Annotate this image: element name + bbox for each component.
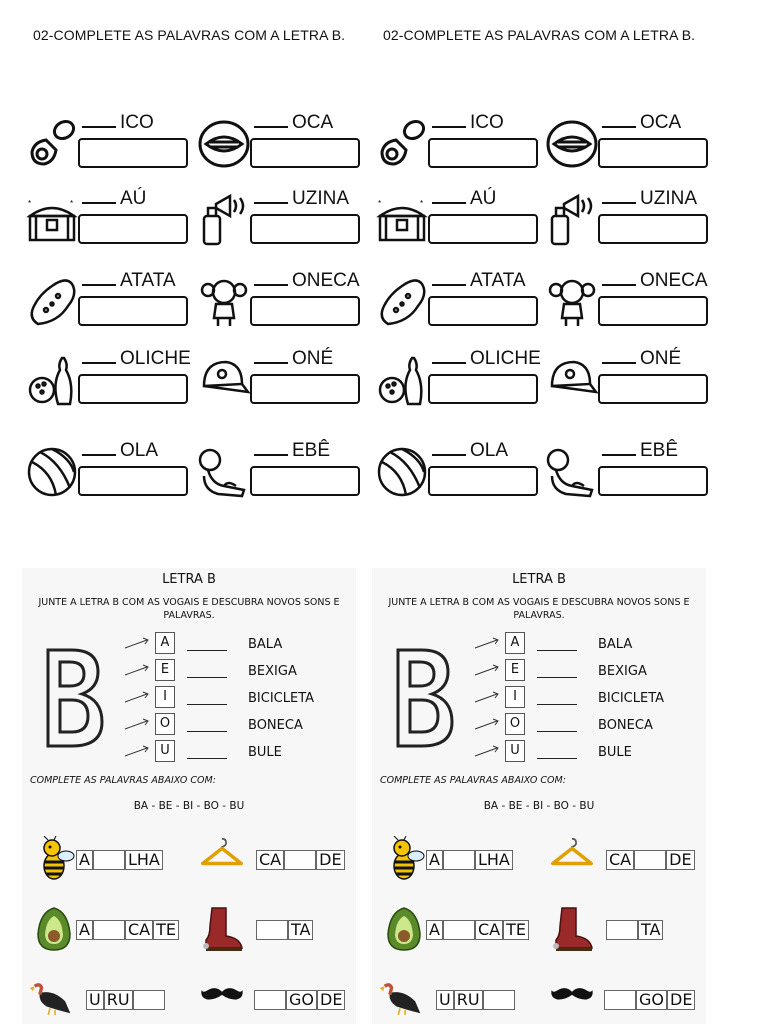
letter-blank [254,362,288,364]
mouth-icon [546,118,598,170]
answer-box[interactable] [78,214,188,244]
vowel-box: O [505,713,525,735]
word-exercise [376,348,551,408]
word-text: ICO [470,112,504,133]
baby-icon [198,446,250,498]
syllable-blank[interactable] [284,850,316,870]
syllable-tile: DE [667,990,695,1010]
word-puzzle [28,976,188,1022]
syllable-line[interactable] [187,677,227,678]
spray-horn-icon [198,194,250,246]
syllable-tile: RU [454,990,483,1010]
word-text: EBÊ [640,440,679,461]
word-text: UZINA [640,188,697,209]
hanger-icon [200,836,244,882]
arrow-icon [473,744,501,758]
example-word: BONECA [598,718,653,733]
syllable-blank[interactable] [256,920,288,940]
word-exercise [198,188,373,248]
answer-box[interactable] [598,214,708,244]
letter-b-outline-icon [392,644,454,752]
syllable-tile: A [426,850,443,870]
answer-box[interactable] [598,138,708,168]
word-text: OLICHE [470,348,541,369]
letter-blank [432,362,466,364]
doll-icon [546,276,598,328]
word-exercise [26,440,201,500]
answer-box[interactable] [428,214,538,244]
letter-blank [432,284,466,286]
panel-instruction: JUNTE A LETRA B COM AS VOGAIS E DESCUBRA NOVOS SONS E PALAVRAS. [388,597,690,621]
example-word: BEXIGA [248,664,297,679]
vowel-box: E [155,659,175,681]
arrow-icon [473,690,501,704]
arrow-icon [123,636,151,650]
cap-icon [546,354,598,406]
syllable-blank[interactable] [483,990,515,1010]
answer-box[interactable] [598,466,708,496]
word-stem [254,348,333,370]
panel-title: LETRA B [162,572,216,587]
letter-blank [254,284,288,286]
word-stem [602,348,681,370]
word-exercise [198,348,373,408]
syllable-tile: A [76,920,93,940]
word-text: OCA [640,112,682,133]
baby-icon [546,446,598,498]
syllable-tile: DE [666,850,694,870]
example-word: BICICLETA [598,691,665,706]
syllable-tile: CA [256,850,284,870]
letter-blank [602,126,636,128]
example-word: BALA [248,637,283,652]
letter-blank [254,126,288,128]
vulture-icon [378,976,422,1022]
example-word: BULE [598,745,632,760]
word-puzzle [550,976,710,1022]
answer-box[interactable] [250,214,360,244]
answer-box[interactable] [428,466,538,496]
syllable-tile: GO [636,990,667,1010]
syllable-line[interactable] [537,704,577,705]
panel-subtitle: COMPLETE AS PALAVRAS ABAIXO COM: [30,775,216,786]
answer-box[interactable] [428,138,538,168]
arrow-icon [123,717,151,731]
word-text: OLA [120,440,159,461]
potato-icon [26,276,78,328]
avocado-icon [382,906,426,952]
arrow-icon [473,663,501,677]
answer-box[interactable] [250,466,360,496]
answer-box[interactable] [598,374,708,404]
word-stem [82,270,176,292]
word-stem [254,270,360,292]
answer-box[interactable] [78,138,188,168]
mustache-icon [550,976,594,1022]
mouth-icon [198,118,250,170]
example-word: BULE [248,745,282,760]
mustache-icon [200,976,244,1022]
word-puzzle [32,836,192,882]
beach-ball-icon [26,446,78,498]
word-puzzle [550,906,710,952]
word-stem [602,112,681,134]
word-stem [432,112,504,134]
word-exercise [198,112,373,172]
syllable-tile: U [86,990,104,1010]
letter-blank [82,362,116,364]
word-stem [82,188,146,210]
vowel-box: I [505,686,525,708]
syllable-tile: RU [104,990,133,1010]
syllable-line[interactable] [537,731,577,732]
word-stem [432,348,541,370]
vulture-icon [28,976,72,1022]
pacifier-icon [26,118,78,170]
word-puzzle [382,906,542,952]
bowling-icon [376,354,428,406]
letter-blank [254,202,288,204]
letter-blank [82,202,116,204]
syllable-tile: GO [286,990,317,1010]
example-word: BONECA [248,718,303,733]
panel-instruction: JUNTE A LETRA B COM AS VOGAIS E DESCUBRA NOVOS SONS E PALAVRAS. [38,597,340,621]
word-stem [602,270,708,292]
syllable-tile: CA [475,920,503,940]
bee-icon [32,836,76,882]
letter-blank [432,454,466,456]
word-stem [254,188,349,210]
word-text: OCA [292,112,334,133]
syllable-line[interactable] [537,650,577,651]
syllable-blank[interactable] [634,850,666,870]
word-stem [602,188,697,210]
word-text: ONECA [640,270,708,291]
svg-text:*: * [378,199,382,208]
bee-icon [382,836,426,882]
example-word: BEXIGA [598,664,647,679]
word-exercise [546,188,721,248]
word-text: UZINA [292,188,349,209]
bowling-icon [26,354,78,406]
syllable-tile: LHA [475,850,513,870]
word-text: AÚ [470,188,497,209]
word-stem [82,440,158,462]
word-puzzle [200,836,360,882]
answer-box[interactable] [428,296,538,326]
example-word: BICICLETA [248,691,315,706]
syllable-blank[interactable] [254,990,286,1010]
vowel-box: E [505,659,525,681]
answer-box[interactable] [598,296,708,326]
word-exercise [546,112,721,172]
sheet-title-left: 02-COMPLETE AS PALAVRAS COM A LETRA B. [33,27,346,43]
panel-title: LETRA B [512,572,566,587]
svg-text:*: * [70,199,74,208]
svg-text:*: * [420,199,424,208]
word-exercise [198,440,373,500]
word-exercise [376,112,551,172]
word-text: EBÊ [292,440,331,461]
word-puzzle [32,906,192,952]
syllable-list: BA - BE - BI - BO - BU [133,800,245,812]
word-exercise [546,270,721,330]
vowel-box: U [505,740,525,762]
word-puzzle [200,976,360,1022]
arrow-icon [123,663,151,677]
vowel-box: O [155,713,175,735]
letter-blank [82,284,116,286]
letter-blank [602,284,636,286]
letter-blank [432,202,466,204]
syllable-line[interactable] [187,731,227,732]
svg-text:*: * [28,199,32,208]
treasure-chest-icon [376,194,428,246]
syllable-tile: TA [288,920,313,940]
word-text: ONECA [292,270,360,291]
letter-blank [82,454,116,456]
letter-b-outline-icon [42,644,104,752]
syllable-tile: CA [606,850,634,870]
word-exercise [546,348,721,408]
sheet-title-right: 02-COMPLETE AS PALAVRAS COM A LETRA B. [383,27,696,43]
answer-box[interactable] [250,296,360,326]
syllable-line[interactable] [187,704,227,705]
worksheet-panel [372,568,706,1024]
word-exercise [546,440,721,500]
word-exercise [26,112,201,172]
syllable-tile: TE [503,920,529,940]
syllable-blank[interactable] [604,990,636,1010]
word-stem [602,440,678,462]
avocado-icon [32,906,76,952]
syllable-tile: A [426,920,443,940]
word-stem [254,440,330,462]
word-text: ONÉ [640,348,682,369]
syllable-list: BA - BE - BI - BO - BU [483,800,595,812]
answer-box[interactable] [428,374,538,404]
word-stem [254,112,333,134]
word-exercise [376,270,551,330]
syllable-line[interactable] [187,650,227,651]
letter-blank [432,126,466,128]
letter-blank [82,126,116,128]
word-text: ATATA [120,270,176,291]
syllable-tile: LHA [125,850,163,870]
syllable-blank[interactable] [443,920,475,940]
syllable-line[interactable] [187,758,227,759]
syllable-line[interactable] [537,758,577,759]
answer-box[interactable] [250,374,360,404]
word-exercise [26,188,201,248]
syllable-tile: A [76,850,93,870]
word-stem [82,348,191,370]
arrow-icon [123,690,151,704]
syllable-blank[interactable] [93,850,125,870]
pacifier-icon [376,118,428,170]
word-exercise [26,348,201,408]
word-exercise [198,270,373,330]
syllable-tile: TA [638,920,663,940]
example-word: BALA [598,637,633,652]
word-text: AÚ [120,188,147,209]
syllable-tile: DE [316,850,344,870]
syllable-tile: DE [317,990,345,1010]
hanger-icon [550,836,594,882]
vowel-box: A [155,632,175,654]
answer-box[interactable] [78,296,188,326]
answer-box[interactable] [78,466,188,496]
letter-blank [602,362,636,364]
word-stem [432,270,526,292]
word-puzzle [550,836,710,882]
word-text: ICO [120,112,154,133]
syllable-line[interactable] [537,677,577,678]
syllable-blank[interactable] [606,920,638,940]
arrow-icon [473,717,501,731]
word-puzzle [378,976,538,1022]
boot-icon [550,906,594,952]
word-puzzle [382,836,542,882]
cap-icon [198,354,250,406]
word-exercise [376,440,551,500]
word-exercise [376,188,551,248]
treasure-chest-icon [26,194,78,246]
word-text: ATATA [470,270,526,291]
vowel-box: U [155,740,175,762]
syllable-tile: CA [125,920,153,940]
letter-blank [602,454,636,456]
word-stem [82,112,154,134]
doll-icon [198,276,250,328]
arrow-icon [123,744,151,758]
beach-ball-icon [376,446,428,498]
word-stem [432,440,508,462]
word-text: OLA [470,440,509,461]
spray-horn-icon [546,194,598,246]
letter-blank [254,454,288,456]
word-text: ONÉ [292,348,334,369]
boot-icon [200,906,244,952]
syllable-tile: U [436,990,454,1010]
panel-subtitle: COMPLETE AS PALAVRAS ABAIXO COM: [380,775,566,786]
syllable-blank[interactable] [133,990,165,1010]
letter-blank [602,202,636,204]
word-text: OLICHE [120,348,191,369]
syllable-blank[interactable] [443,850,475,870]
arrow-icon [473,636,501,650]
vowel-box: I [155,686,175,708]
syllable-tile: TE [153,920,179,940]
potato-icon [376,276,428,328]
answer-box[interactable] [250,138,360,168]
word-puzzle [200,906,360,952]
syllable-blank[interactable] [93,920,125,940]
answer-box[interactable] [78,374,188,404]
word-exercise [26,270,201,330]
worksheet-panel [22,568,356,1024]
word-stem [432,188,496,210]
vowel-box: A [505,632,525,654]
